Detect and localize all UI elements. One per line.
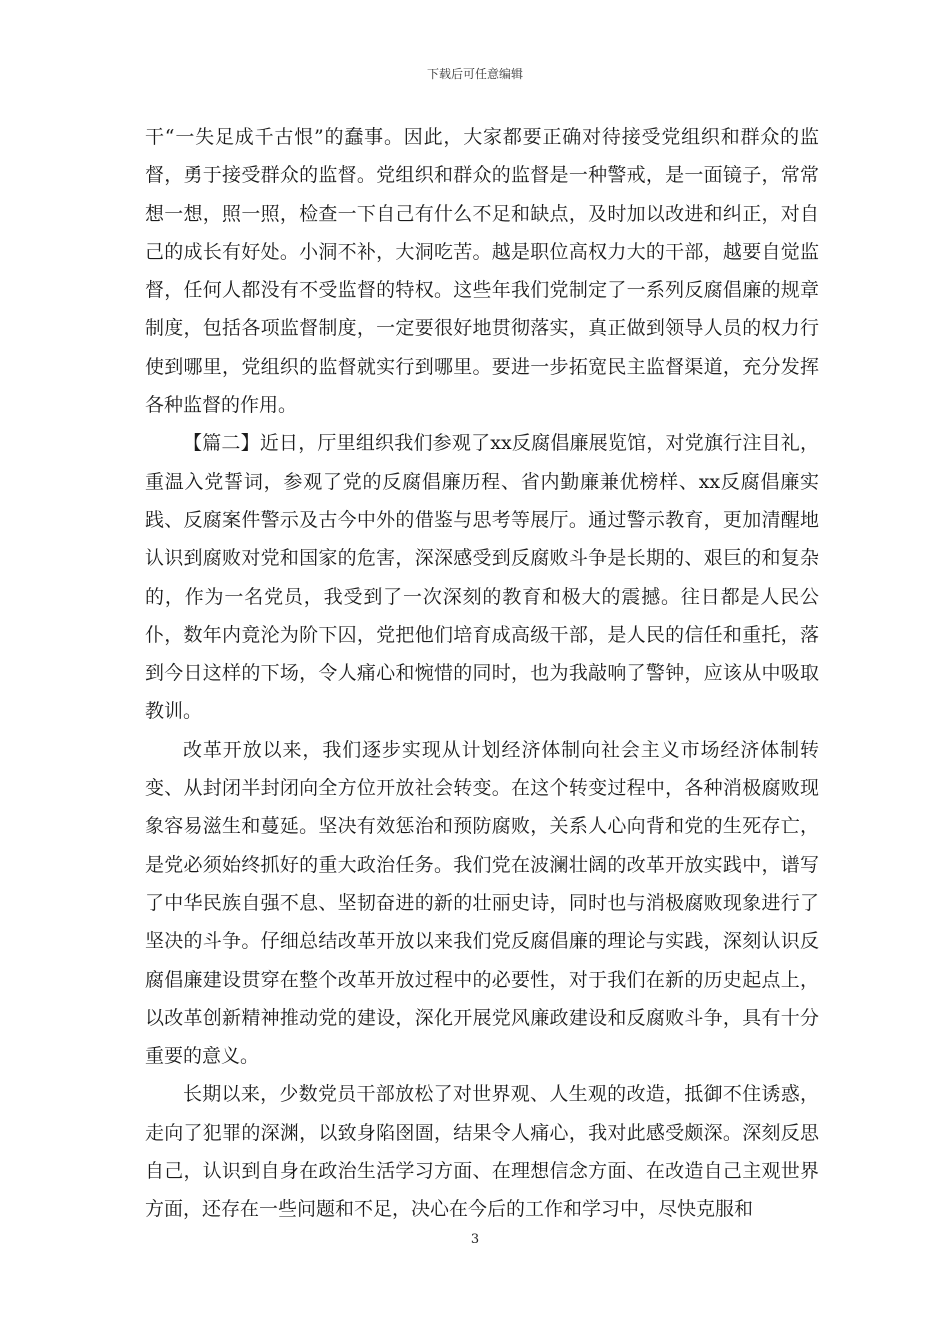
document-body [145,118,819,1229]
page-number: 3 [470,1232,480,1247]
paragraph-1: 干“一失足成千古恨”的蠢事。因此，大家都要正确对待接受党组织和群众的监督，勇于接受群众的监督。党组织和群众的监督是一种警戒，是一面镜子，常常想一想，照一照，检查一下自己有什么不足和缺点，及时加以改进和纠正，对自己的成长有好处。小洞不补，大洞吃苦。越是职位高权力大的干部，越要自觉监督，任何人都没有不受监督的特权。这些年我们党制定了一系列反腐倡廉的规章制度，包括各项监督制度，一定要很好地贯彻落实，真正做到领导人员的权力行使到哪里，党组织的监督就实行到哪里。要进一步拓宽民主监督渠道，充分发挥各种监督的作用。 [145,126,819,417]
header-text: 下载后可任意编辑 [426,67,523,81]
page-header [0,66,950,82]
paragraph-3: 改革开放以来，我们逐步实现从计划经济体制向社会主义市场经济体制转变、从封闭半封闭向全方位开放社会转变。在这个转变过程中，各种消极腐败现象容易滋生和蔓延。坚决有效惩治和预防腐败，关系人心向背和党的生死存亡，是党必须始终抓好的重大政治任务。我们党在波澜壮阔的改革开放实践中，谱写了中华民族自强不息、坚韧奋进的新的壮丽史诗，同时也与消极腐败现象进行了坚决的斗争。仔细总结改革开放以来我们党反腐倡廉的理论与实践，深刻认识反腐倡廉建设贯穿在整个改革开放过程中的必要性，对于我们在新的历史起点上，以改革创新精神推动党的建设，深化开展党风廉政建设和反腐败斗争，具有十分重要的意义。 [145,738,819,1068]
paragraph-2: 【篇二】近日，厅里组织我们参观了xx反腐倡廉展览馆，对党旗行注目礼，重温入党誓词，参观了党的反腐倡廉历程、省内勤廉兼优榜样、xx反腐倡廉实践、反腐案件警示及古今中外的借鉴与思考等展厅。通过警示教育，更加清醒地认识到腐败对党和国家的危害，深深感受到反腐败斗争是长期的、艰巨的和复杂的，作为一名党员，我受到了一次深刻的教育和极大的震撼。往日都是人民公仆，数年内竟沦为阶下囚，党把他们培育成高级干部，是人民的信任和重托，落到今日这样的下场，令人痛心和惋惜的同时，也为我敲响了警钟，应该从中吸取教训。 [145,432,819,723]
paragraph-4: 长期以来，少数党员干部放松了对世界观、人生观的改造，抵御不住诱惑，走向了犯罪的深渊，以致身陷囹圄，结果令人痛心，我对此感受颇深。深刻反思自己，认识到自身在政治生活学习方面、在理想信念方面、在改造自己主观世界方面，还存在一些问题和不足，决心在今后的工作和学习中，尽快克服和 [145,1083,819,1221]
page-footer [0,1232,950,1248]
